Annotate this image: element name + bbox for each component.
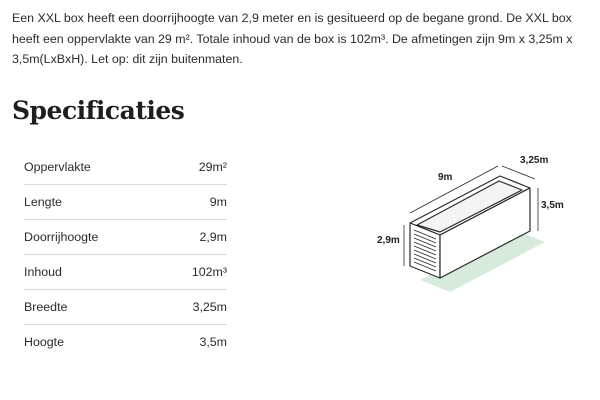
spec-row-inhoud <box>24 255 227 290</box>
height-label: 3,5m <box>541 200 564 211</box>
box-outline <box>410 176 530 278</box>
spec-value: 3,25m <box>192 300 227 314</box>
intro-text: Een XXL box heeft een doorrijhoogte van 2,9 meter en is gesitueerd op de begane grond. De XXL box heeft een oppervlakte van 29 m². Totale inhoud van de box is 102m³. De afmetingen zijn 9m x 3,25m x 3,5m(LxBxH). Let op: dit zijn buitenmaten. <box>12 11 573 66</box>
spec-label: Hoogte <box>24 335 64 349</box>
spec-value: 2,9m <box>199 230 227 244</box>
spec-label: Oppervlakte <box>24 160 91 174</box>
width-label: 3,25m <box>520 155 549 166</box>
spec-label: Inhoud <box>24 265 62 279</box>
spec-row-doorrijhoogte <box>24 220 227 255</box>
spec-row-lengte <box>24 185 227 220</box>
spec-label: Lengte <box>24 195 62 209</box>
spec-value: 102m³ <box>191 265 227 279</box>
spec-row-breedte <box>24 290 227 325</box>
spec-value: 9m <box>209 195 227 209</box>
spec-value: 3,5m <box>199 335 227 349</box>
length-label: 9m <box>438 172 453 183</box>
width-dimension-line <box>502 166 535 179</box>
box-dimensions-illustration <box>370 150 590 310</box>
spec-row-oppervlakte <box>24 150 227 185</box>
specs-heading: Specificaties <box>12 96 185 125</box>
spec-row-hoogte <box>24 325 227 359</box>
spec-label: Breedte <box>24 300 68 314</box>
door-height-label: 2,9m <box>377 235 400 246</box>
spec-value: 29m² <box>198 160 227 174</box>
specs-table <box>24 150 227 359</box>
spec-label: Doorrijhoogte <box>24 230 99 244</box>
